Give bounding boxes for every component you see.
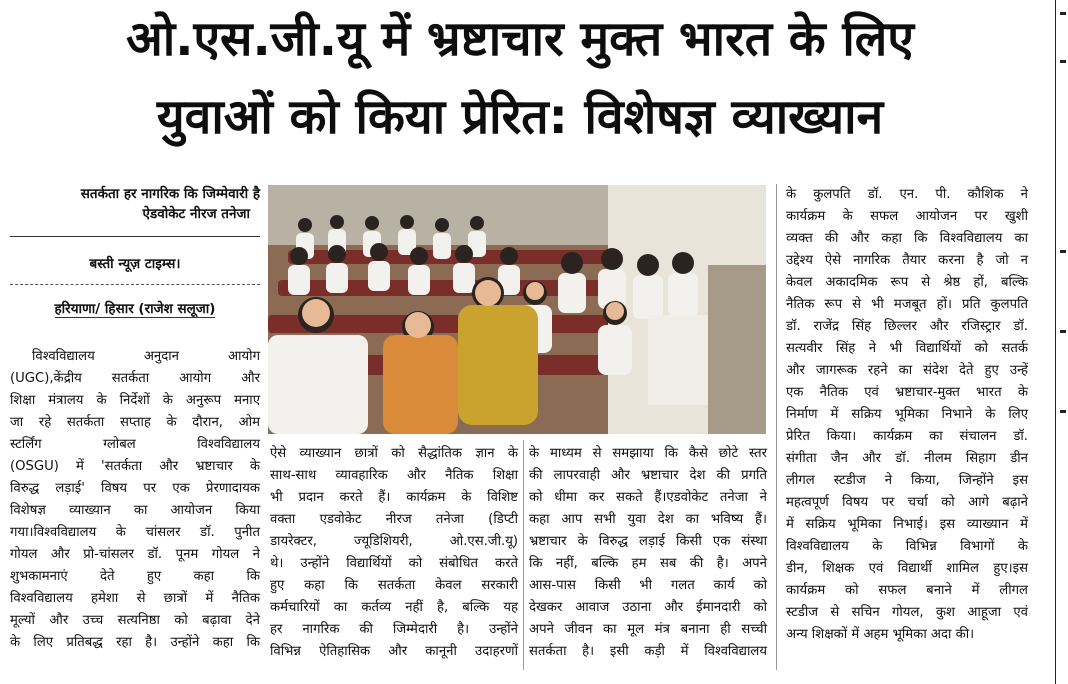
dateline xyxy=(10,298,260,320)
divider xyxy=(10,236,260,237)
lecture-hall-photo xyxy=(268,185,766,434)
text-line: को धीमा कर सकते हैं।एडवोकेट तनेजा ने xyxy=(529,490,767,505)
text-line: कर्मचारियों का कर्तव्य नहीं है, बल्कि यह xyxy=(270,600,518,615)
divider xyxy=(10,284,260,285)
text-line: की लापरवाही और भ्रष्टाचार देश की प्रगति xyxy=(529,468,767,483)
text-line: अपने जीवन का मूल मंत्र बनाना ही सच्ची xyxy=(529,622,767,637)
text-line: के माध्यम से समझाया कि कैसे छोटे स्तर xyxy=(529,446,767,461)
text-line: के कुलपति डॉ. एन. पी. कौशिक ने xyxy=(786,187,1028,202)
dateline-text: हरियाणा/ हिसार (राजेश सलूजा) xyxy=(54,301,216,317)
subheadline-line-1: सतर्कता हर नागरिक कि जिम्मेवारी है xyxy=(80,186,260,202)
text-line: विभिन्न ऐतिहासिक और कानूनी उदाहरणों xyxy=(270,644,518,659)
text-line: (OSGU) में 'सतर्कता और भ्रष्टाचार के xyxy=(10,459,260,474)
text-line: कहा आप सभी युवा देश का भविष्य हैं। xyxy=(529,512,767,527)
text-line: स्टर्लिंग ग्लोबल विश्वविद्यालय xyxy=(10,437,260,452)
column-rule xyxy=(776,184,777,670)
text-line: विश्वविद्यालय के विभिन्न विभागों के xyxy=(786,539,1028,554)
headline-line-1: ओ.एस.जी.यू में भ्रष्टाचार मुक्त भारत के लिए xyxy=(126,11,914,67)
text-line: हर नागरिक की जिम्मेदारी है। उन्होंने xyxy=(270,622,518,637)
page-edge-rule xyxy=(1055,0,1056,684)
text-line: एक नैतिक एवं भ्रष्टाचार-मुक्त भारत के xyxy=(786,385,1028,400)
text-line: व्यक्त की और कहा कि विश्वविद्यालय का xyxy=(786,231,1028,246)
article-column-2 xyxy=(270,443,518,663)
text-line: में सक्रिय भूमिका निभाई। इस व्याख्यान में xyxy=(786,517,1028,532)
edge-mark xyxy=(1060,60,1066,63)
text-line: सत्यवीर सिंह ने भी विद्यार्थियों को सतर्क xyxy=(786,341,1028,356)
text-line: प्रेरित किया। कार्यक्रम का संचालन डॉ. xyxy=(786,429,1028,444)
text-line: नैतिक रूप से भी मजबूत हों। प्रति कुलपति xyxy=(786,297,1028,312)
edge-mark xyxy=(1060,410,1066,413)
text-line: डीन, शिक्षक एवं विद्यार्थी शामिल हुए।इस xyxy=(786,561,1028,576)
edge-mark xyxy=(1060,12,1066,15)
text-line: विश्वविद्यालय हमेशा से छात्रों में नैतिक xyxy=(10,591,260,606)
edge-mark xyxy=(1060,250,1066,253)
text-line: थे। उन्होंने विद्यार्थियों को संबोधित करते xyxy=(270,556,518,571)
text-line: देखकर आवाज उठाना और ईमानदारी को xyxy=(529,600,767,615)
headline-line-2: युवाओं को किया प्रेरित: विशेषज्ञ व्याख्यान xyxy=(156,89,884,145)
text-line: और जागरूक रहने का संदेश देते हुए उन्हें xyxy=(786,363,1028,378)
text-line: मूल्यों और उच्च सत्यनिष्ठा को बढ़ावा देने xyxy=(10,613,260,628)
text-line: शिक्षा मंत्रालय के निर्देशों के अनुरूप मनाए xyxy=(10,393,260,408)
text-line: विश्वविद्यालय अनुदान आयोग xyxy=(32,349,260,364)
text-line: कार्यक्रम के सफल आयोजन पर खुशी xyxy=(786,209,1028,224)
article-column-1 xyxy=(10,346,260,654)
text-line: अन्य शिक्षकों में अहम भूमिका अदा की। xyxy=(786,627,975,642)
text-line: डॉ. राजेंद्र सिंह छिल्लर और रजिस्ट्रार डॉ. xyxy=(786,319,1028,334)
text-line: भी प्रदान करते हैं। कार्यक्रम के विशिष्ट xyxy=(270,490,518,505)
text-line: कार्यक्रम को सफल बनाने में लीगल xyxy=(786,583,1028,598)
text-line: निर्माण में सक्रिय भूमिका निभाने के लिए xyxy=(786,407,1028,422)
text-line: भ्रष्टाचार के विरुद्ध लड़ाई किसी एक संस्था xyxy=(529,534,767,549)
text-line: सतर्कता है। इसी कड़ी में विश्वविद्यालय xyxy=(529,644,767,659)
text-line: गोयल और प्रो-चांसलर डॉ. पूनम गोयल ने xyxy=(10,547,260,562)
column-rule xyxy=(523,440,524,670)
text-line: आस-पास किसी भी गलत कार्य को xyxy=(529,578,767,593)
subheadline xyxy=(10,184,260,224)
text-line: लीगल स्टडीज ने किया, जिन्होंने इस xyxy=(786,473,1028,488)
text-line: केवल अकादमिक रूप से श्रेष्ठ हों, बल्कि xyxy=(786,275,1028,290)
text-line: हुए कहा कि सतर्कता केवल सरकारी xyxy=(270,578,518,593)
headline xyxy=(0,0,1040,156)
article-column-4 xyxy=(786,184,1028,646)
text-line: महत्वपूर्ण विषय पर चर्चा को आगे बढ़ाने xyxy=(786,495,1028,510)
article-column-3 xyxy=(529,443,767,663)
text-line: विशेषज्ञ व्याख्यान का आयोजन किया xyxy=(10,503,260,518)
subheadline-line-2: ऐडवोकेट नीरज तनेजा xyxy=(142,206,250,222)
text-line: कि नहीं, बल्कि हम सब की है। अपने xyxy=(529,556,767,571)
text-line: जा रहे सतर्कता सप्ताह के दौरान, ओम xyxy=(10,415,260,430)
text-line: साथ-साथ व्यावहारिक और नैतिक शिक्षा xyxy=(270,468,518,483)
text-line: ऐसे व्याख्यान छात्रों को सैद्धांतिक ज्ञान के xyxy=(270,446,518,461)
text-line: शुभकामनाएं देते हुए कहा कि xyxy=(10,569,260,584)
publication-name: बस्ती न्यूज़ टाइम्स। xyxy=(89,256,181,272)
text-line: (UGC),केंद्रीय सतर्कता आयोग और xyxy=(10,371,260,386)
text-line: गया।विश्वविद्यालय के चांसलर डॉ. पुनीत xyxy=(10,525,260,540)
text-line: डायरेक्टर, ज्यूडिशियरी, ओ.एस.जी.यू) xyxy=(270,534,518,549)
text-line: विरुद्ध लड़ाई' विषय पर एक प्रेरणादायक xyxy=(10,481,260,496)
text-line: के लिए प्रतिबद्ध रहा है। उन्होंने कहा कि xyxy=(10,635,260,650)
text-line: स्टडीज से सचिन गोयल, कुश आहूजा एवं xyxy=(786,605,1028,620)
text-line: संगीता जैन और डॉ. नीलम सिहाग डीन xyxy=(786,451,1028,466)
edge-mark xyxy=(1060,330,1066,333)
event-photo xyxy=(268,185,766,434)
text-line: उद्देश्य ऐसे नागरिक तैयार करना है जो न xyxy=(786,253,1028,268)
text-line: वक्ता एडवोकेट नीरज तनेजा (डिप्टी xyxy=(270,512,518,527)
